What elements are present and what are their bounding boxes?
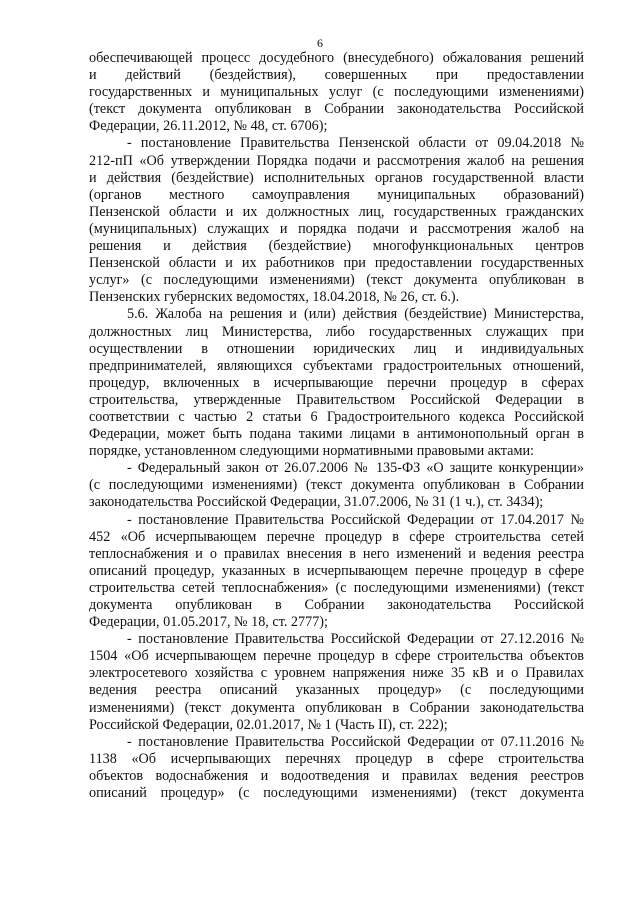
text-line: - постановление Правительства Российской Федерации от 27.12.2016 № <box>127 631 584 648</box>
text-line: (муниципальных) служащих и порядка подачи и рассмотрения жалоб на <box>89 220 584 237</box>
text-line: и действий (бездействия), совершенных при предоставлении <box>89 67 584 84</box>
text-line: - Федеральный закон от 26.07.2006 № 135-ФЗ «О защите конкуренции» <box>127 460 584 477</box>
text-line: - постановление Правительства Российской Федерации от 17.04.2017 № <box>127 511 584 528</box>
paragraph <box>89 50 584 135</box>
text-line: предпринимателей, являющихся субъектами градостроительных отношений, <box>89 357 584 374</box>
paragraph <box>89 734 584 802</box>
text-line: документа опубликован в Собрании законодательства Российской <box>89 597 584 613</box>
text-line: изменениями) (текст документа опубликован в Собрании законодательства <box>89 699 584 716</box>
text-line: Пензенской области и их работников при предоставлении государственных <box>89 255 584 272</box>
text-line: описаний процедур» (с последующими изменениями) (текст документа <box>89 785 584 802</box>
text-line: Федерации, может быть подана такими лицами в антимонопольный орган в <box>89 426 584 443</box>
text-line: ведения реестра описаний указанных процедур» (с последующими <box>89 682 584 699</box>
text-line: процедур, включенных в исчерпывающие перечни процедур в сферах <box>89 374 584 391</box>
document-body <box>89 50 584 802</box>
text-line: 452 «Об исчерпывающем перечне процедур в сфере строительства сетей <box>89 528 584 545</box>
text-line: соответствии с частью 2 статьи 6 Градостроительного кодекса Российской <box>89 408 584 425</box>
text-line: и действия (бездействие) исполнительных органов государственной власти <box>89 169 584 186</box>
text-line: государственных и муниципальных услуг (с последующими изменениями) <box>89 84 584 101</box>
text-line: (органов местного самоуправления муниципальных образований) <box>89 186 584 203</box>
text-line: электросетевого хозяйства с уровнем напряжения ниже 35 кВ и о Правилах <box>89 665 584 682</box>
text-line: Федерации, 01.05.2017, № 18, ст. 2777); <box>89 614 328 631</box>
text-line: 212-пП «Об утверждении Порядка подачи и рассмотрения жалоб на решения <box>89 152 584 169</box>
text-line: - постановление Правительства Пензенской области от 09.04.2018 № <box>127 135 584 152</box>
text-line: 1138 «Об исчерпывающих перечнях процедур в сфере строительства <box>89 750 584 767</box>
text-line: объектов водоснабжения и водоотведения и правилах ведения реестров <box>89 767 584 784</box>
text-line: - постановление Правительства Российской Федерации от 07.11.2016 № <box>127 733 584 750</box>
page-number: 6 <box>317 36 323 50</box>
text-line: 5.6. Жалоба на решения и (или) действия (бездействие) Министерства, <box>127 306 584 323</box>
text-line: Федерации, 26.11.2012, № 48, ст. 6706); <box>89 118 328 135</box>
text-line: описаний процедур, указанных в исчерпывающем перечне процедур в сфере <box>89 562 584 579</box>
paragraph <box>89 135 584 306</box>
text-line: обеспечивающей процесс досудебного (внесудебного) обжалования решений <box>89 50 584 66</box>
text-line: Пензенских губернских ведомостях, 18.04.2018, № 26, ст. 6.). <box>89 289 460 306</box>
text-line: законодательства Российской Федерации, 31.07.2006, № 31 (1 ч.), ст. 3434); <box>89 494 544 511</box>
text-line: Российской Федерации, 02.01.2017, № 1 (Часть II), ст. 222); <box>89 716 448 733</box>
paragraph <box>89 460 584 511</box>
text-line: осуществлении в отношении юридических лиц и индивидуальных <box>89 340 584 357</box>
paragraph <box>89 306 584 460</box>
text-line: (с последующими изменениями) (текст документа опубликован в Собрании <box>89 477 584 494</box>
text-line: теплоснабжения и о правилах внесения в него изменений и ведения реестра <box>89 545 584 562</box>
text-line: строительства сетей теплоснабжения» (с последующими изменениями) (текст <box>89 579 584 596</box>
paragraph <box>89 631 584 734</box>
text-line: услуг» (с последующими изменениями) (текст документа опубликован в <box>89 272 584 289</box>
text-line: должностных лиц Министерства, либо государственных служащих при <box>89 323 584 340</box>
text-line: (текст документа опубликован в Собрании законодательства Российской <box>89 101 584 118</box>
text-line: решения и действия (бездействие) многофункциональных центров <box>89 238 584 255</box>
text-line: 1504 «Об исчерпывающем перечне процедур в сфере строительства объектов <box>89 648 584 665</box>
text-line: Пензенской области и их должностных лиц, государственных гражданских <box>89 203 584 220</box>
paragraph <box>89 512 584 632</box>
text-line: строительства, утвержденные Правительством Российской Федерации в <box>89 391 584 408</box>
text-line: порядке, установленном следующими нормативными правовыми актами: <box>89 443 534 460</box>
